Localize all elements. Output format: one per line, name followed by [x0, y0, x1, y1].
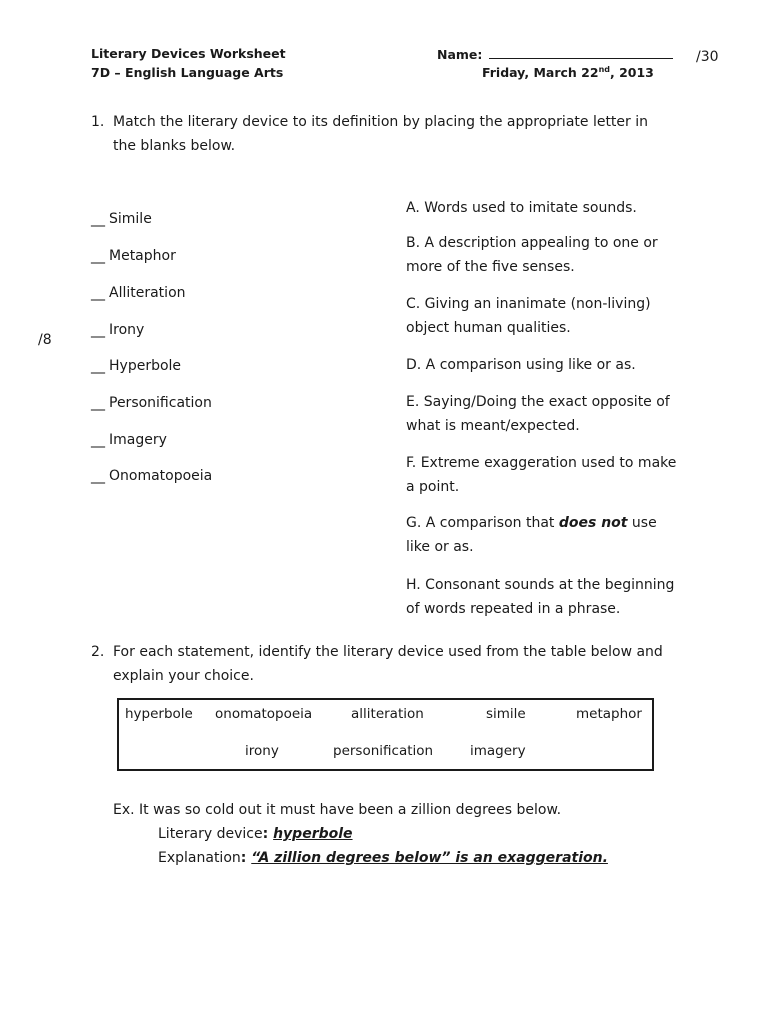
term-item [91, 428, 167, 452]
definition-f-line1: F. Extreme exaggeration used to make [406, 455, 677, 471]
definition-e-line2: what is meant/expected. [406, 418, 580, 434]
definition-c-line2: object human qualities. [406, 320, 571, 336]
example-device-value: hyperbole [273, 826, 353, 842]
term-label: Irony [109, 322, 145, 338]
name-blank[interactable] [489, 46, 673, 59]
q2-number: 2. [91, 644, 105, 660]
name-field[interactable] [437, 46, 673, 62]
definition-g-line1: G. A comparison that does not use [406, 515, 657, 531]
definition-b-line1: B. A description appealing to one or [406, 235, 658, 251]
bank-word: hyperbole [125, 706, 193, 722]
emphasis-does-not: does not [558, 515, 628, 531]
example-statement: Ex. It was so cold out it must have been a zillion degrees below. [113, 802, 562, 818]
q1-prompt-line2: the blanks below. [113, 138, 236, 154]
answer-blank[interactable]: __ [91, 358, 105, 374]
q1-prompt-line1: Match the literary device to its definition by placing the appropriate letter in [113, 114, 649, 130]
answer-blank[interactable]: __ [91, 285, 105, 301]
answer-blank[interactable]: __ [91, 211, 105, 227]
term-label: Imagery [109, 432, 167, 448]
term-label: Alliteration [109, 285, 186, 301]
term-label: Simile [109, 211, 152, 227]
term-item [91, 354, 181, 378]
term-item [91, 244, 176, 268]
bank-word: imagery [470, 743, 526, 759]
definition-e-line1: E. Saying/Doing the exact opposite of [406, 394, 670, 410]
definition-b-line2: more of the five senses. [406, 259, 575, 275]
worksheet-title: Literary Devices Worksheet [91, 46, 286, 61]
bank-word: irony [245, 743, 279, 759]
word-bank [117, 698, 654, 771]
bank-word: personification [333, 743, 434, 759]
term-label: Hyperbole [109, 358, 182, 374]
term-item [91, 207, 152, 231]
name-label: Name: [437, 47, 483, 62]
q1-score: /8 [38, 332, 52, 348]
bank-word: alliteration [351, 706, 424, 722]
date: Friday, March 22nd, 2013 [482, 64, 654, 80]
term-item [91, 464, 212, 488]
definition-h-line2: of words repeated in a phrase. [406, 601, 621, 617]
q1-number: 1. [91, 114, 105, 130]
term-item [91, 318, 144, 342]
definition-h-line1: H. Consonant sounds at the beginning [406, 577, 675, 593]
bank-word: simile [486, 706, 526, 722]
term-label: Onomatopoeia [109, 468, 213, 484]
term-item [91, 391, 212, 415]
q2-prompt-line2: explain your choice. [113, 668, 254, 684]
definition-d: D. A comparison using like or as. [406, 357, 636, 373]
class-subtitle: 7D – English Language Arts [91, 65, 284, 80]
answer-blank[interactable]: __ [91, 432, 105, 448]
definition-g-line2: like or as. [406, 539, 474, 555]
term-item [91, 281, 186, 305]
example-explanation: Explanation: “A zillion degrees below” is an exaggeration. [158, 850, 608, 866]
answer-blank[interactable]: __ [91, 468, 105, 484]
bank-word: onomatopoeia [215, 706, 313, 722]
answer-blank[interactable]: __ [91, 248, 105, 264]
example-explanation-value: “A zillion degrees below” is an exaggeration. [251, 850, 608, 866]
definition-c-line1: C. Giving an inanimate (non-living) [406, 296, 651, 312]
total-score: /30 [696, 49, 719, 65]
answer-blank[interactable]: __ [91, 395, 105, 411]
bank-word: metaphor [576, 706, 642, 722]
example-device: Literary device: hyperbole [158, 826, 353, 842]
term-label: Personification [109, 395, 212, 411]
q2-prompt-line1: For each statement, identify the literary device used from the table below and [113, 644, 663, 660]
term-label: Metaphor [109, 248, 176, 264]
definition-f-line2: a point. [406, 479, 460, 495]
answer-blank[interactable]: __ [91, 322, 105, 338]
definition-a: A. Words used to imitate sounds. [406, 200, 637, 216]
